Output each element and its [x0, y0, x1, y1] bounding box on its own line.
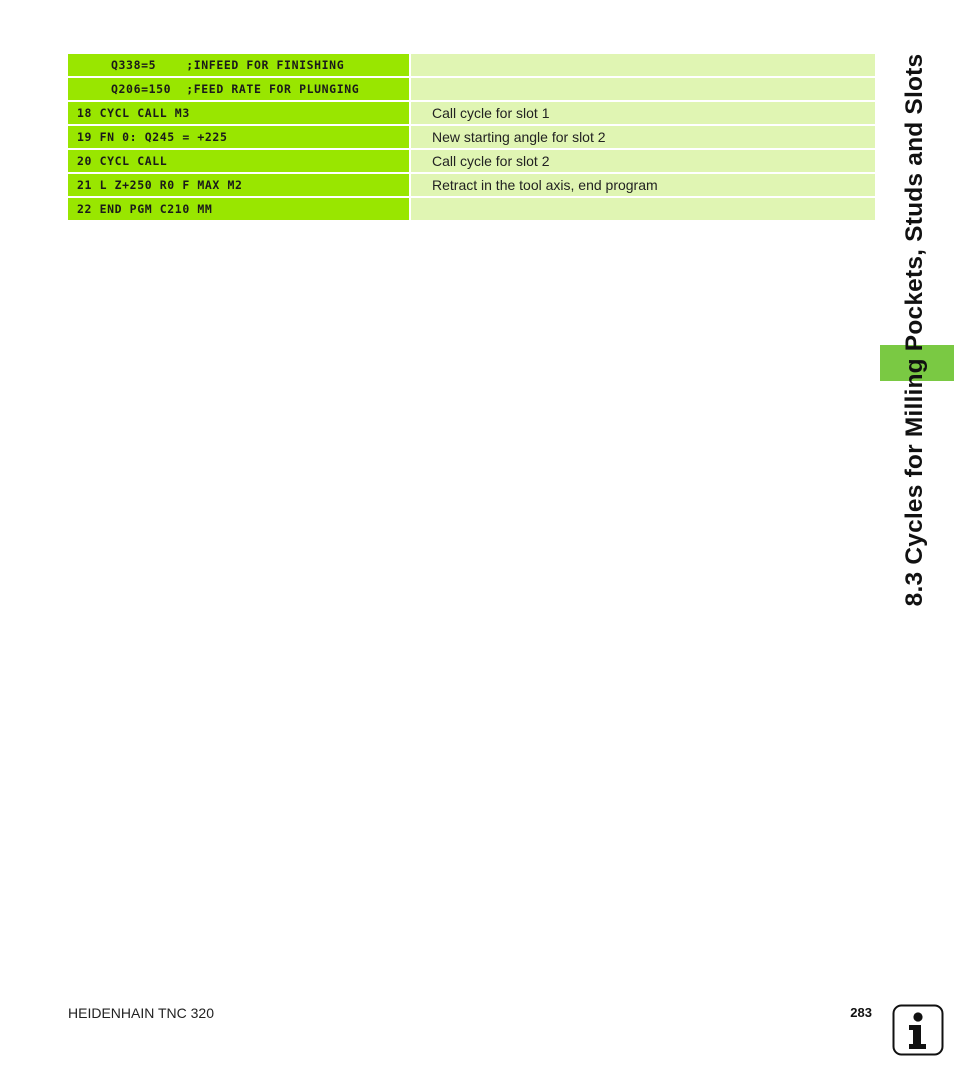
code-cell: Q338=5 ;INFEED FOR FINISHING [68, 54, 409, 76]
table-row [68, 174, 875, 196]
table-row [68, 78, 875, 100]
page-number: 283 [850, 1005, 872, 1020]
code-cell: 22 END PGM C210 MM [68, 198, 409, 220]
comment-cell: New starting angle for slot 2 [411, 126, 875, 148]
code-cell: 21 L Z+250 R0 F MAX M2 [68, 174, 409, 196]
comment-cell: Call cycle for slot 2 [411, 150, 875, 172]
comment-cell: Retract in the tool axis, end program [411, 174, 875, 196]
table-row [68, 126, 875, 148]
table-row [68, 54, 875, 76]
program-listing-table [68, 54, 875, 222]
info-icon [892, 1004, 944, 1056]
section-title: 8.3 Cycles for Milling Pockets, Studs and Slots [901, 53, 928, 607]
section-title-container [893, 40, 937, 620]
comment-cell: Call cycle for slot 1 [411, 102, 875, 124]
table-row [68, 198, 875, 220]
table-row [68, 102, 875, 124]
table-row [68, 150, 875, 172]
code-cell: 19 FN 0: Q245 = +225 [68, 126, 409, 148]
comment-cell [411, 54, 875, 76]
code-cell: 20 CYCL CALL [68, 150, 409, 172]
comment-cell [411, 78, 875, 100]
code-cell: Q206=150 ;FEED RATE FOR PLUNGING [68, 78, 409, 100]
code-cell: 18 CYCL CALL M3 [68, 102, 409, 124]
manual-name: HEIDENHAIN TNC 320 [68, 1005, 215, 1021]
comment-cell [411, 198, 875, 220]
